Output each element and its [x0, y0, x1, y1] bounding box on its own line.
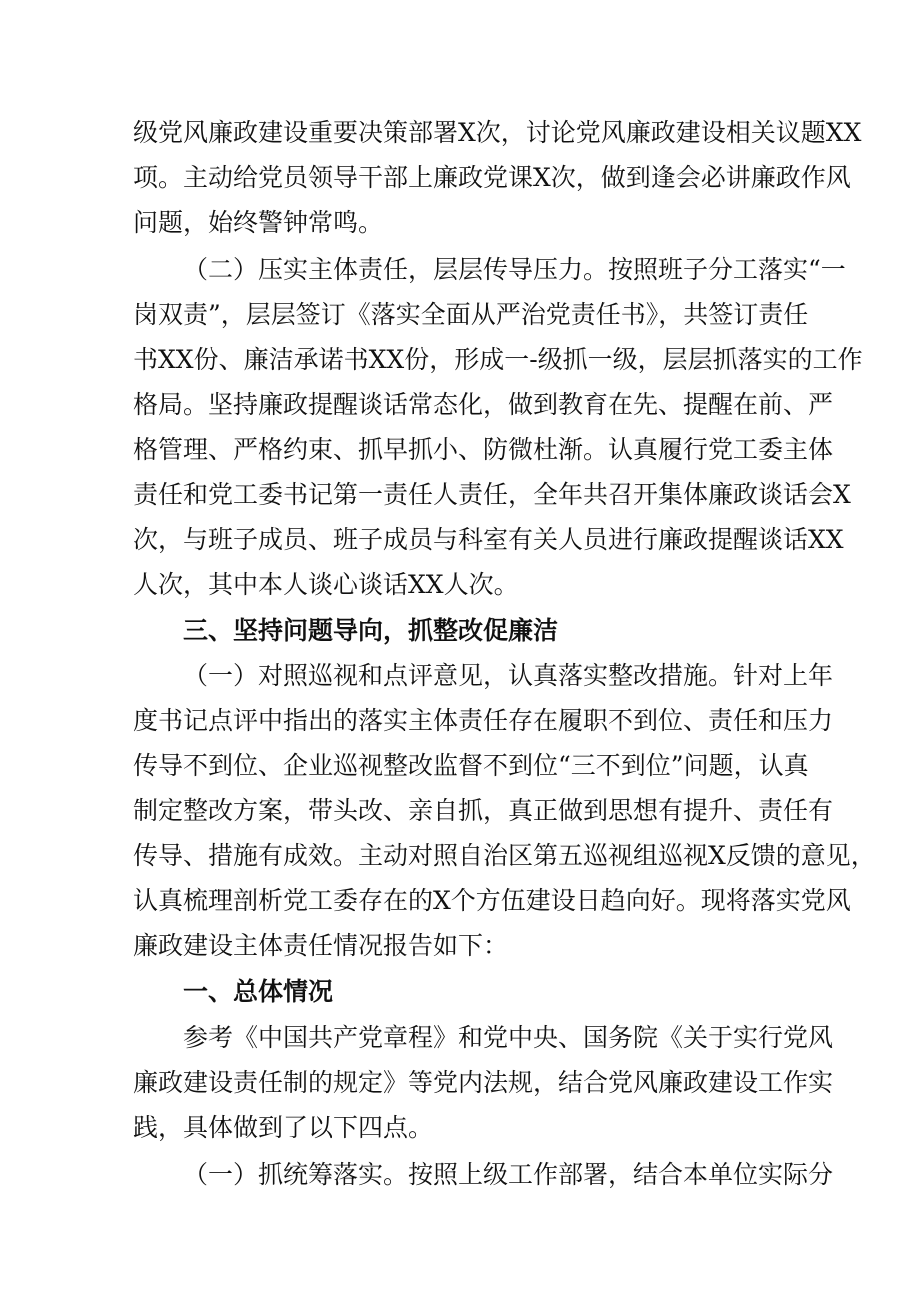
paragraph-start-line: （一）对照巡视和点评意见，认真落实整改措施。针对上年 [183, 661, 834, 690]
section-heading: 三、坚持问题导向，抓整改促廉洁 [183, 616, 559, 645]
text-line: 制定整改方案，带头改、亲自抓，真正做到思想有提升、责任有 [133, 796, 834, 825]
text-line: 认真梳理剖析党工委存在的X个方伍建设日趋向好。现将落实党风 [133, 886, 851, 915]
paragraph-start-line: 参考《中国共产党章程》和党中央、国务院《关于实行党风 [183, 1023, 834, 1052]
section-heading: 一、总体情况 [183, 977, 334, 1006]
text-line: 项。主动给党员领导干部上廉政党课X次，做到逢会必讲廉政作风 [133, 163, 851, 192]
text-line: 廉政建设责任制的规定》等党内法规，结合党风廉政建设工作实 [133, 1068, 834, 1097]
text-line: 传导、措施有成效。主动对照自治区第五巡视组巡视X反馈的意见， [133, 841, 876, 870]
text-line: 传导不到位、企业巡视整改监督不到位“三不到位”问题，认真 [133, 751, 809, 780]
paragraph-start-line: （一）抓统筹落实。按照上级工作部署，结合本单位实际分 [183, 1160, 834, 1189]
text-line: 廉政建设主体责任情况报告如下： [133, 931, 509, 960]
text-line: 岗双责”，层层签订《落实全面从严治党责任书》，共签订责任 [133, 300, 809, 329]
text-line: 度书记点评中指出的落实主体责任存在履职不到位、责任和压力 [133, 706, 834, 735]
paragraph-start-line: （二）压实主体责任，层层传导压力。按照班子分工落实“一 [183, 255, 846, 284]
text-line: 格管理、严格约束、抓早抓小、防微杜渐。认真履行党工委主体 [133, 435, 834, 464]
text-line: 践，具体做到了以下四点。 [133, 1113, 434, 1142]
text-line: 格局。坚持廉政提醒谈话常态化，做到教育在先、提醒在前、严 [133, 390, 834, 419]
text-line: 问题，始终警钟常鸣。 [133, 208, 384, 237]
text-line: 人次，其中本人谈心谈话XX人次。 [133, 570, 519, 599]
text-line: 级党风廉政建设重要决策部署X次，讨论党风廉政建设相关议题XX [133, 118, 862, 147]
text-line: 次，与班子成员、班子成员与科室有关人员进行廉政提醒谈话XX [133, 525, 844, 554]
text-line: 书XX份、廉洁承诺书XX份，形成一-级抓一级，层层抓落实的工作 [133, 345, 863, 374]
text-line: 责任和党工委书记第一责任人责任，全年共召开集体廉政谈话会X [133, 480, 851, 509]
